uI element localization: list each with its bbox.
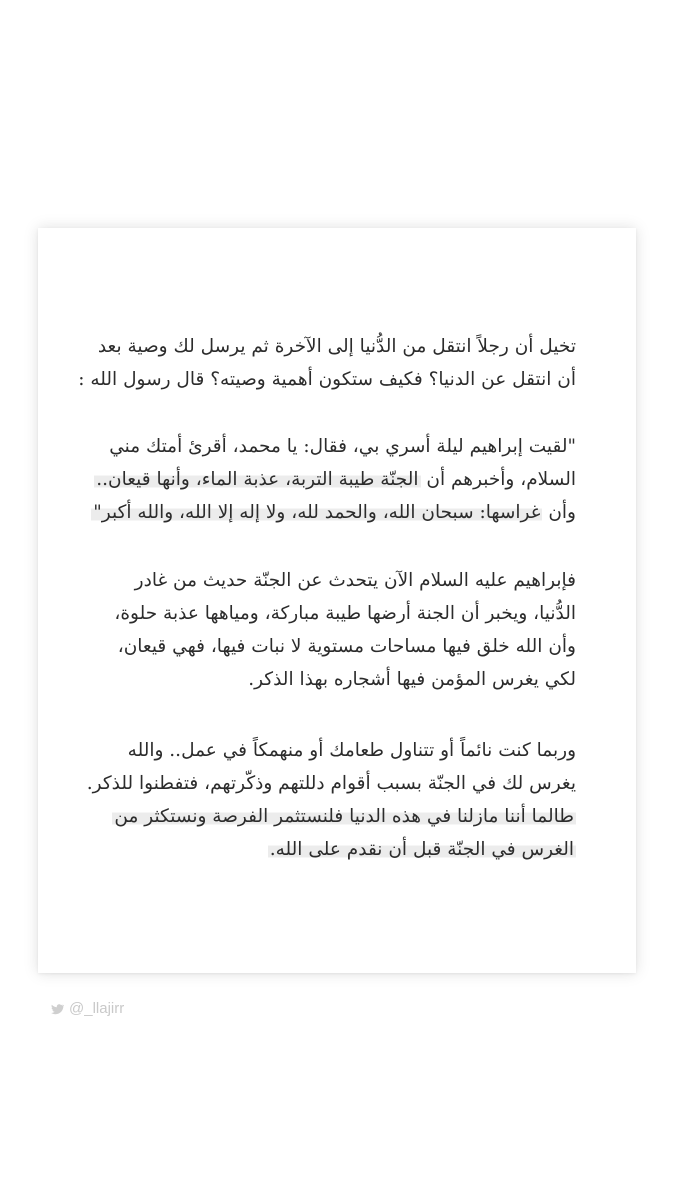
watermark-handle: @_llajirr [69, 1000, 125, 1017]
paragraph-line: لكي يغرس المؤمن فيها أشجاره بهذا الذكر. [248, 669, 576, 690]
paragraph-hadith [56, 430, 576, 529]
paragraph-line: أن انتقل عن الدنيا؟ فكيف ستكون أهمية وصيته؟ قال رسول الله : [78, 369, 576, 390]
watermark [50, 1000, 124, 1017]
highlighted-text: الجنّة طيبة التربة، عذبة الماء، وأنها قيعان.. [96, 469, 419, 490]
line-text: السلام، وأخبرهم أن [426, 469, 576, 490]
paragraph-line: تخيل أن رجلاً انتقل من الدُّنيا إلى الآخرة ثم يرسل لك وصية بعد [97, 336, 576, 357]
paragraph-line [56, 800, 576, 833]
paragraph-line [56, 496, 576, 529]
paragraph-line: وربما كنت نائماً أو تتناول طعامك أو منهمكاً في عمل.. والله [127, 740, 576, 761]
twitter-bird-icon [50, 1002, 64, 1016]
paragraph-line: "لقيت إبراهيم ليلة أسري بي، فقال: يا محمد، أقرئ أمتك مني [109, 436, 576, 457]
paragraph-line [56, 833, 576, 866]
paragraph-line: فإبراهيم عليه السلام الآن يتحدث عن الجنّة حديث من غادر [134, 570, 576, 591]
paragraph-explanation [56, 564, 576, 696]
paragraph-line: يغرس لك في الجنّة بسبب أقوام دللتهم وذكّرتهم، فتفطنوا للذكر. [86, 773, 576, 794]
highlighted-text: الغرس في الجنّة قبل أن نقدم على الله. [269, 839, 574, 860]
highlighted-text: غراسها: سبحان الله، والحمد لله، ولا إله إلا الله، والله أكبر" [93, 502, 541, 523]
paragraph-line [56, 463, 576, 496]
paragraph-line: وأن الله خلق فيها مساحات مستوية لا نبات فيها، فهي قيعان، [117, 636, 576, 657]
paragraph-line: الدُّنيا، ويخبر أن الجنة أرضها طيبة مباركة، ومياهها عذبة حلوة، [114, 603, 576, 624]
paragraph-intro [56, 330, 576, 396]
paragraph-closing [56, 734, 576, 866]
quote-card [38, 228, 636, 973]
highlighted-text: طالما أننا مازلنا في هذه الدنيا فلنستثمر الفرصة ونستكثر من [114, 806, 574, 827]
line-text: وأن [548, 502, 576, 523]
quote-content [38, 228, 636, 973]
